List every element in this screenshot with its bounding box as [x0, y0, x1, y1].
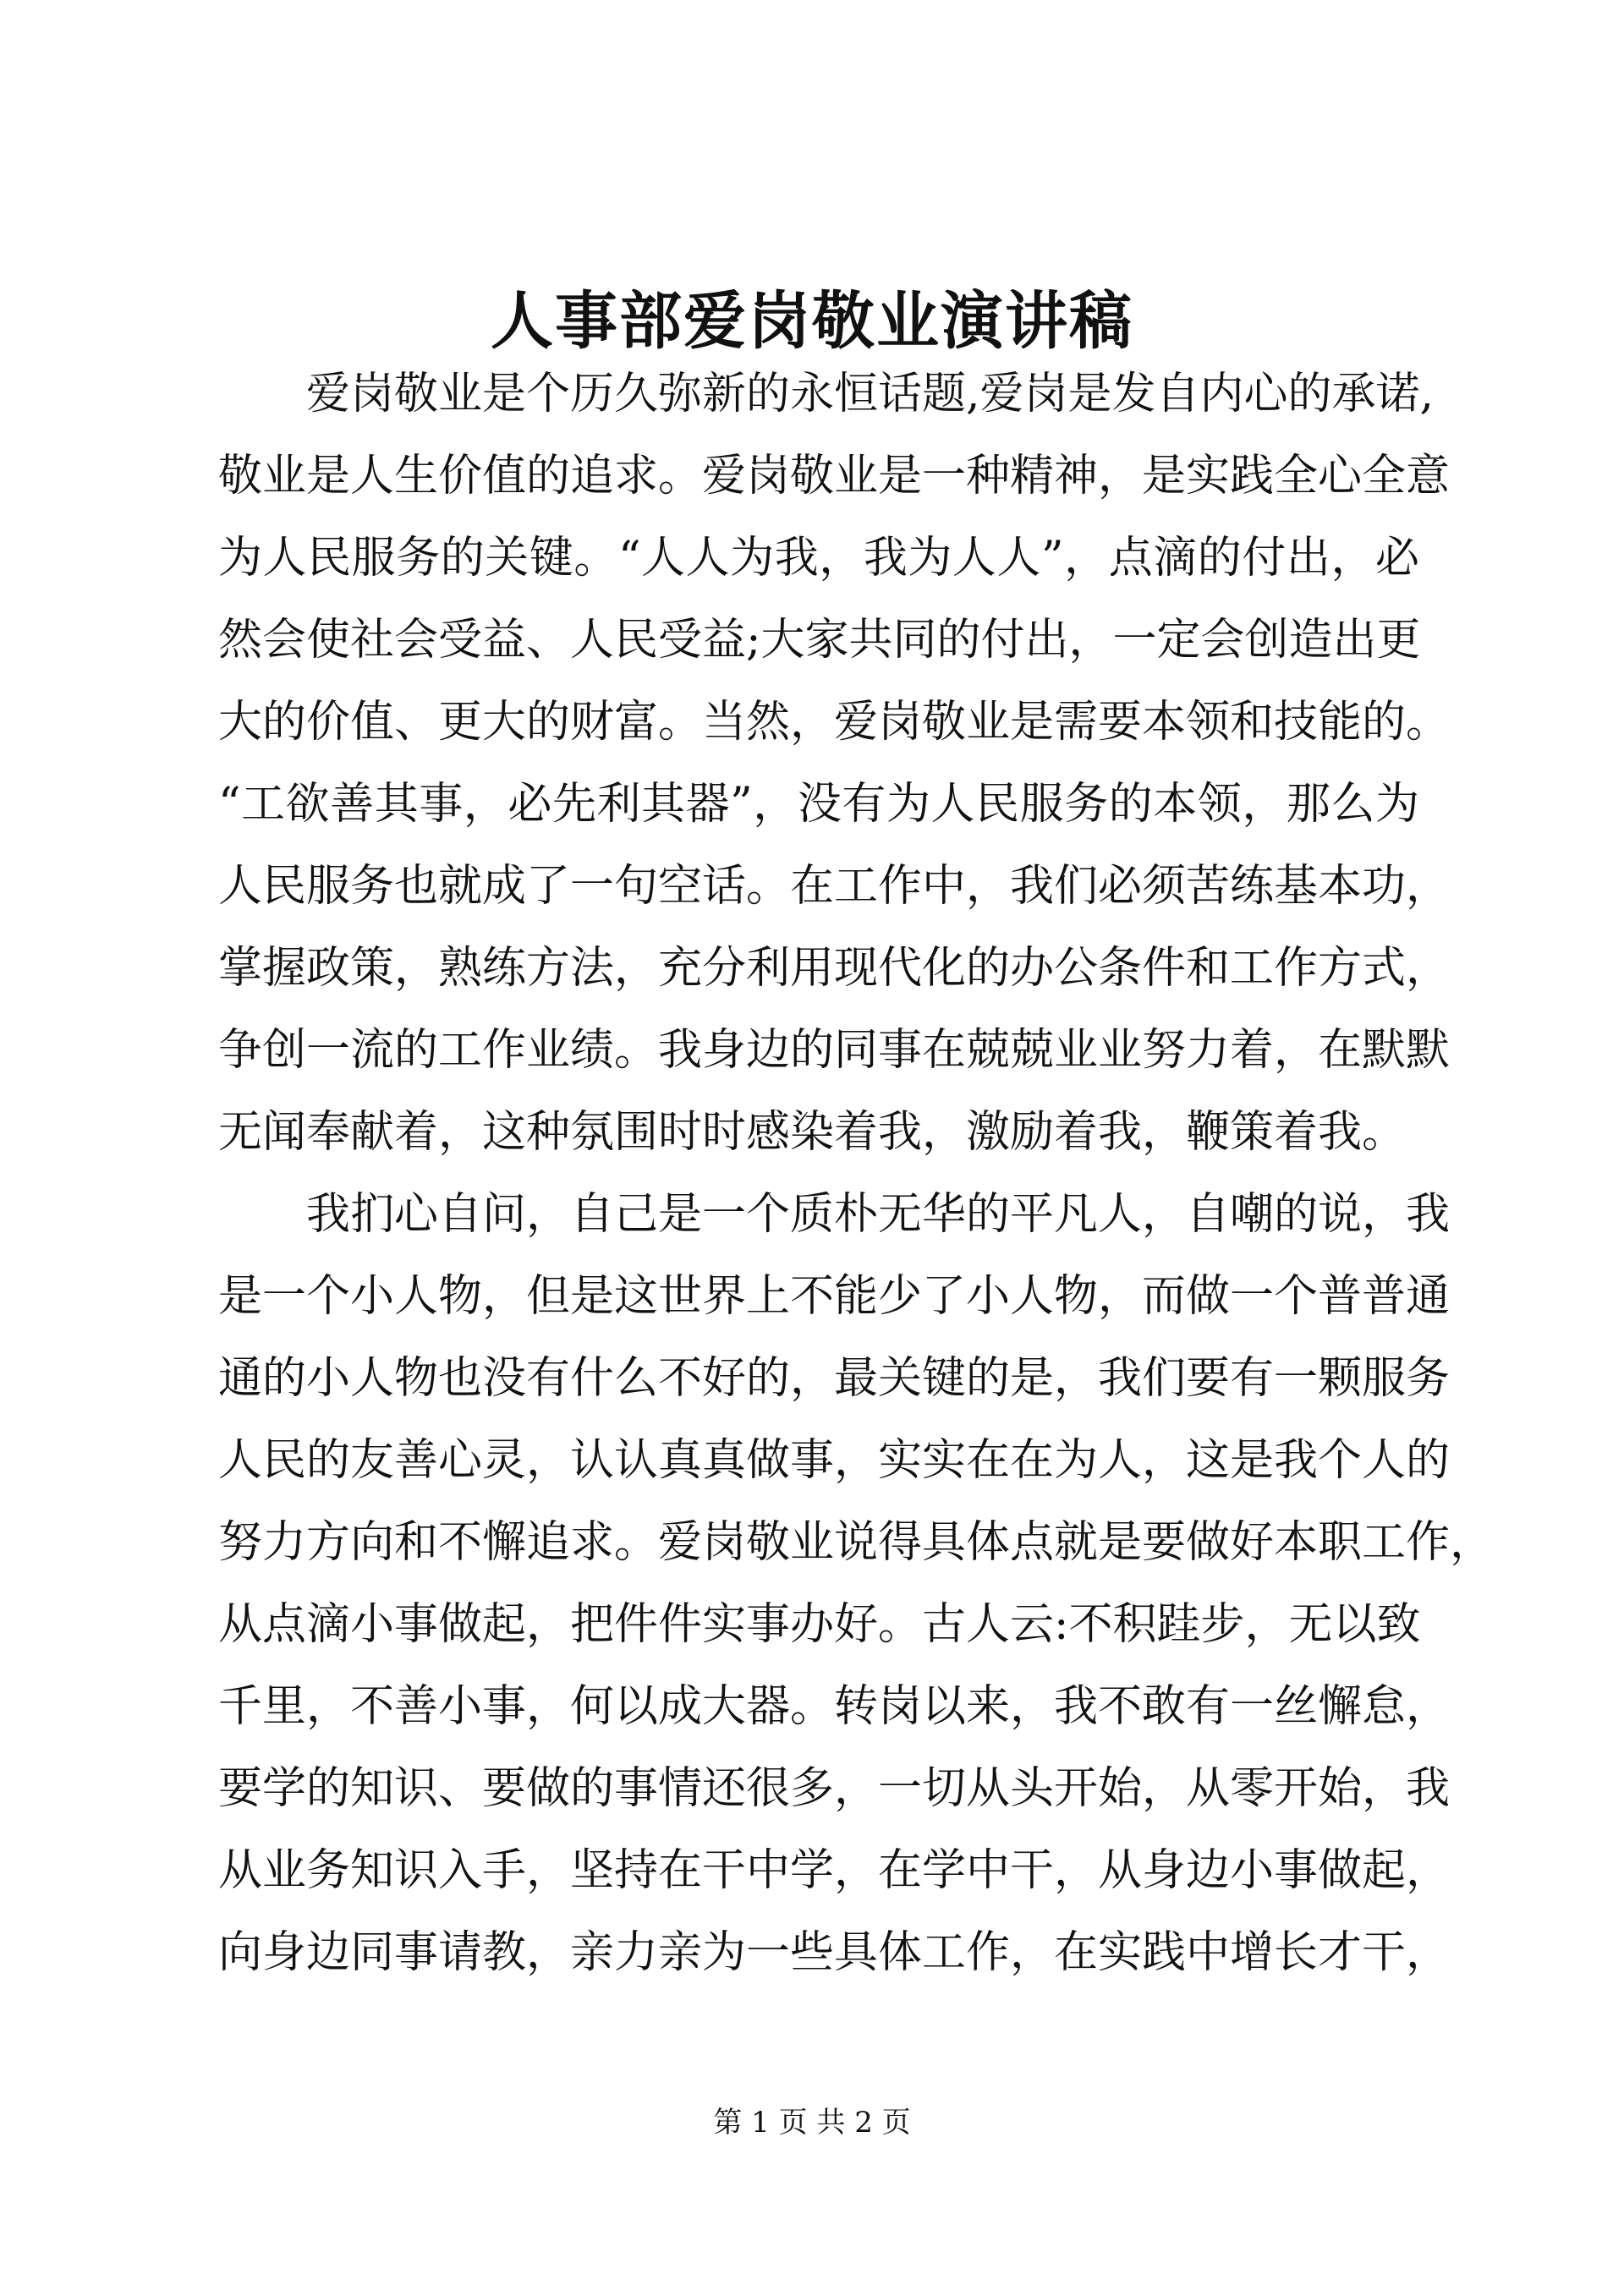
- body-line: 为人民服务的关键。“人人为我，我为人人”，点滴的付出，必: [218, 533, 1419, 584]
- body-line: 人民服务也就成了一句空话。在工作中，我们必须苦练基本功，: [218, 861, 1451, 912]
- body-line: 大的价值、更大的财富。当然，爱岗敬业是需要本领和技能的。: [218, 697, 1451, 748]
- page-footer: 第 1 页 共 2 页: [713, 2106, 911, 2140]
- body-line: 千里，不善小事，何以成大器。转岗以来，我不敢有一丝懈怠，: [218, 1681, 1451, 1732]
- body-line: 努力方向和不懈追求。爱岗敬业说得具体点就是要做好本职工作，: [218, 1517, 1495, 1568]
- body-line: 爱岗敬业是个历久弥新的永恒话题,爱岗是发自内心的承诺,: [218, 369, 1435, 419]
- body-line: 从点滴小事做起，把件件实事办好。古人云:不积跬步，无以致: [218, 1599, 1421, 1650]
- body-line: 从业务知识入手，坚持在干中学，在学中干，从身边小事做起，: [218, 1845, 1451, 1896]
- body-line: 我扪心自问，自己是一个质朴无华的平凡人，自嘲的说，我: [218, 1189, 1451, 1240]
- document-body: [218, 353, 1495, 1994]
- body-line: 向身边同事请教，亲力亲为一些具体工作，在实践中增长才干，: [218, 1927, 1451, 1978]
- body-line: 然会使社会受益、人民受益;大家共同的付出，一定会创造出更: [218, 615, 1421, 666]
- body-line: 敬业是人生价值的追求。爱岗敬业是一种精神，是实践全心全意: [218, 451, 1451, 501]
- body-line: 人民的友善心灵，认认真真做事，实实在在为人，这是我个人的: [218, 1435, 1451, 1486]
- document-title: 人事部爱岗敬业演讲稿: [491, 285, 1133, 358]
- body-line: 掌握政策，熟练方法，充分利用现代化的办公条件和工作方式，: [218, 943, 1451, 994]
- body-line: 要学的知识、要做的事情还很多，一切从头开始，从零开始，我: [218, 1763, 1451, 1814]
- body-line: 通的小人物也没有什么不好的，最关键的是，我们要有一颗服务: [218, 1353, 1451, 1404]
- body-line: 是一个小人物，但是这世界上不能少了小人物，而做一个普普通: [218, 1271, 1451, 1322]
- body-line: 无闻奉献着，这种氛围时时感染着我，激励着我，鞭策着我。: [218, 1107, 1407, 1158]
- body-line: “工欲善其事，必先利其器”，没有为人民服务的本领，那么为: [218, 779, 1419, 830]
- body-line: 争创一流的工作业绩。我身边的同事在兢兢业业努力着，在默默: [218, 1025, 1451, 1076]
